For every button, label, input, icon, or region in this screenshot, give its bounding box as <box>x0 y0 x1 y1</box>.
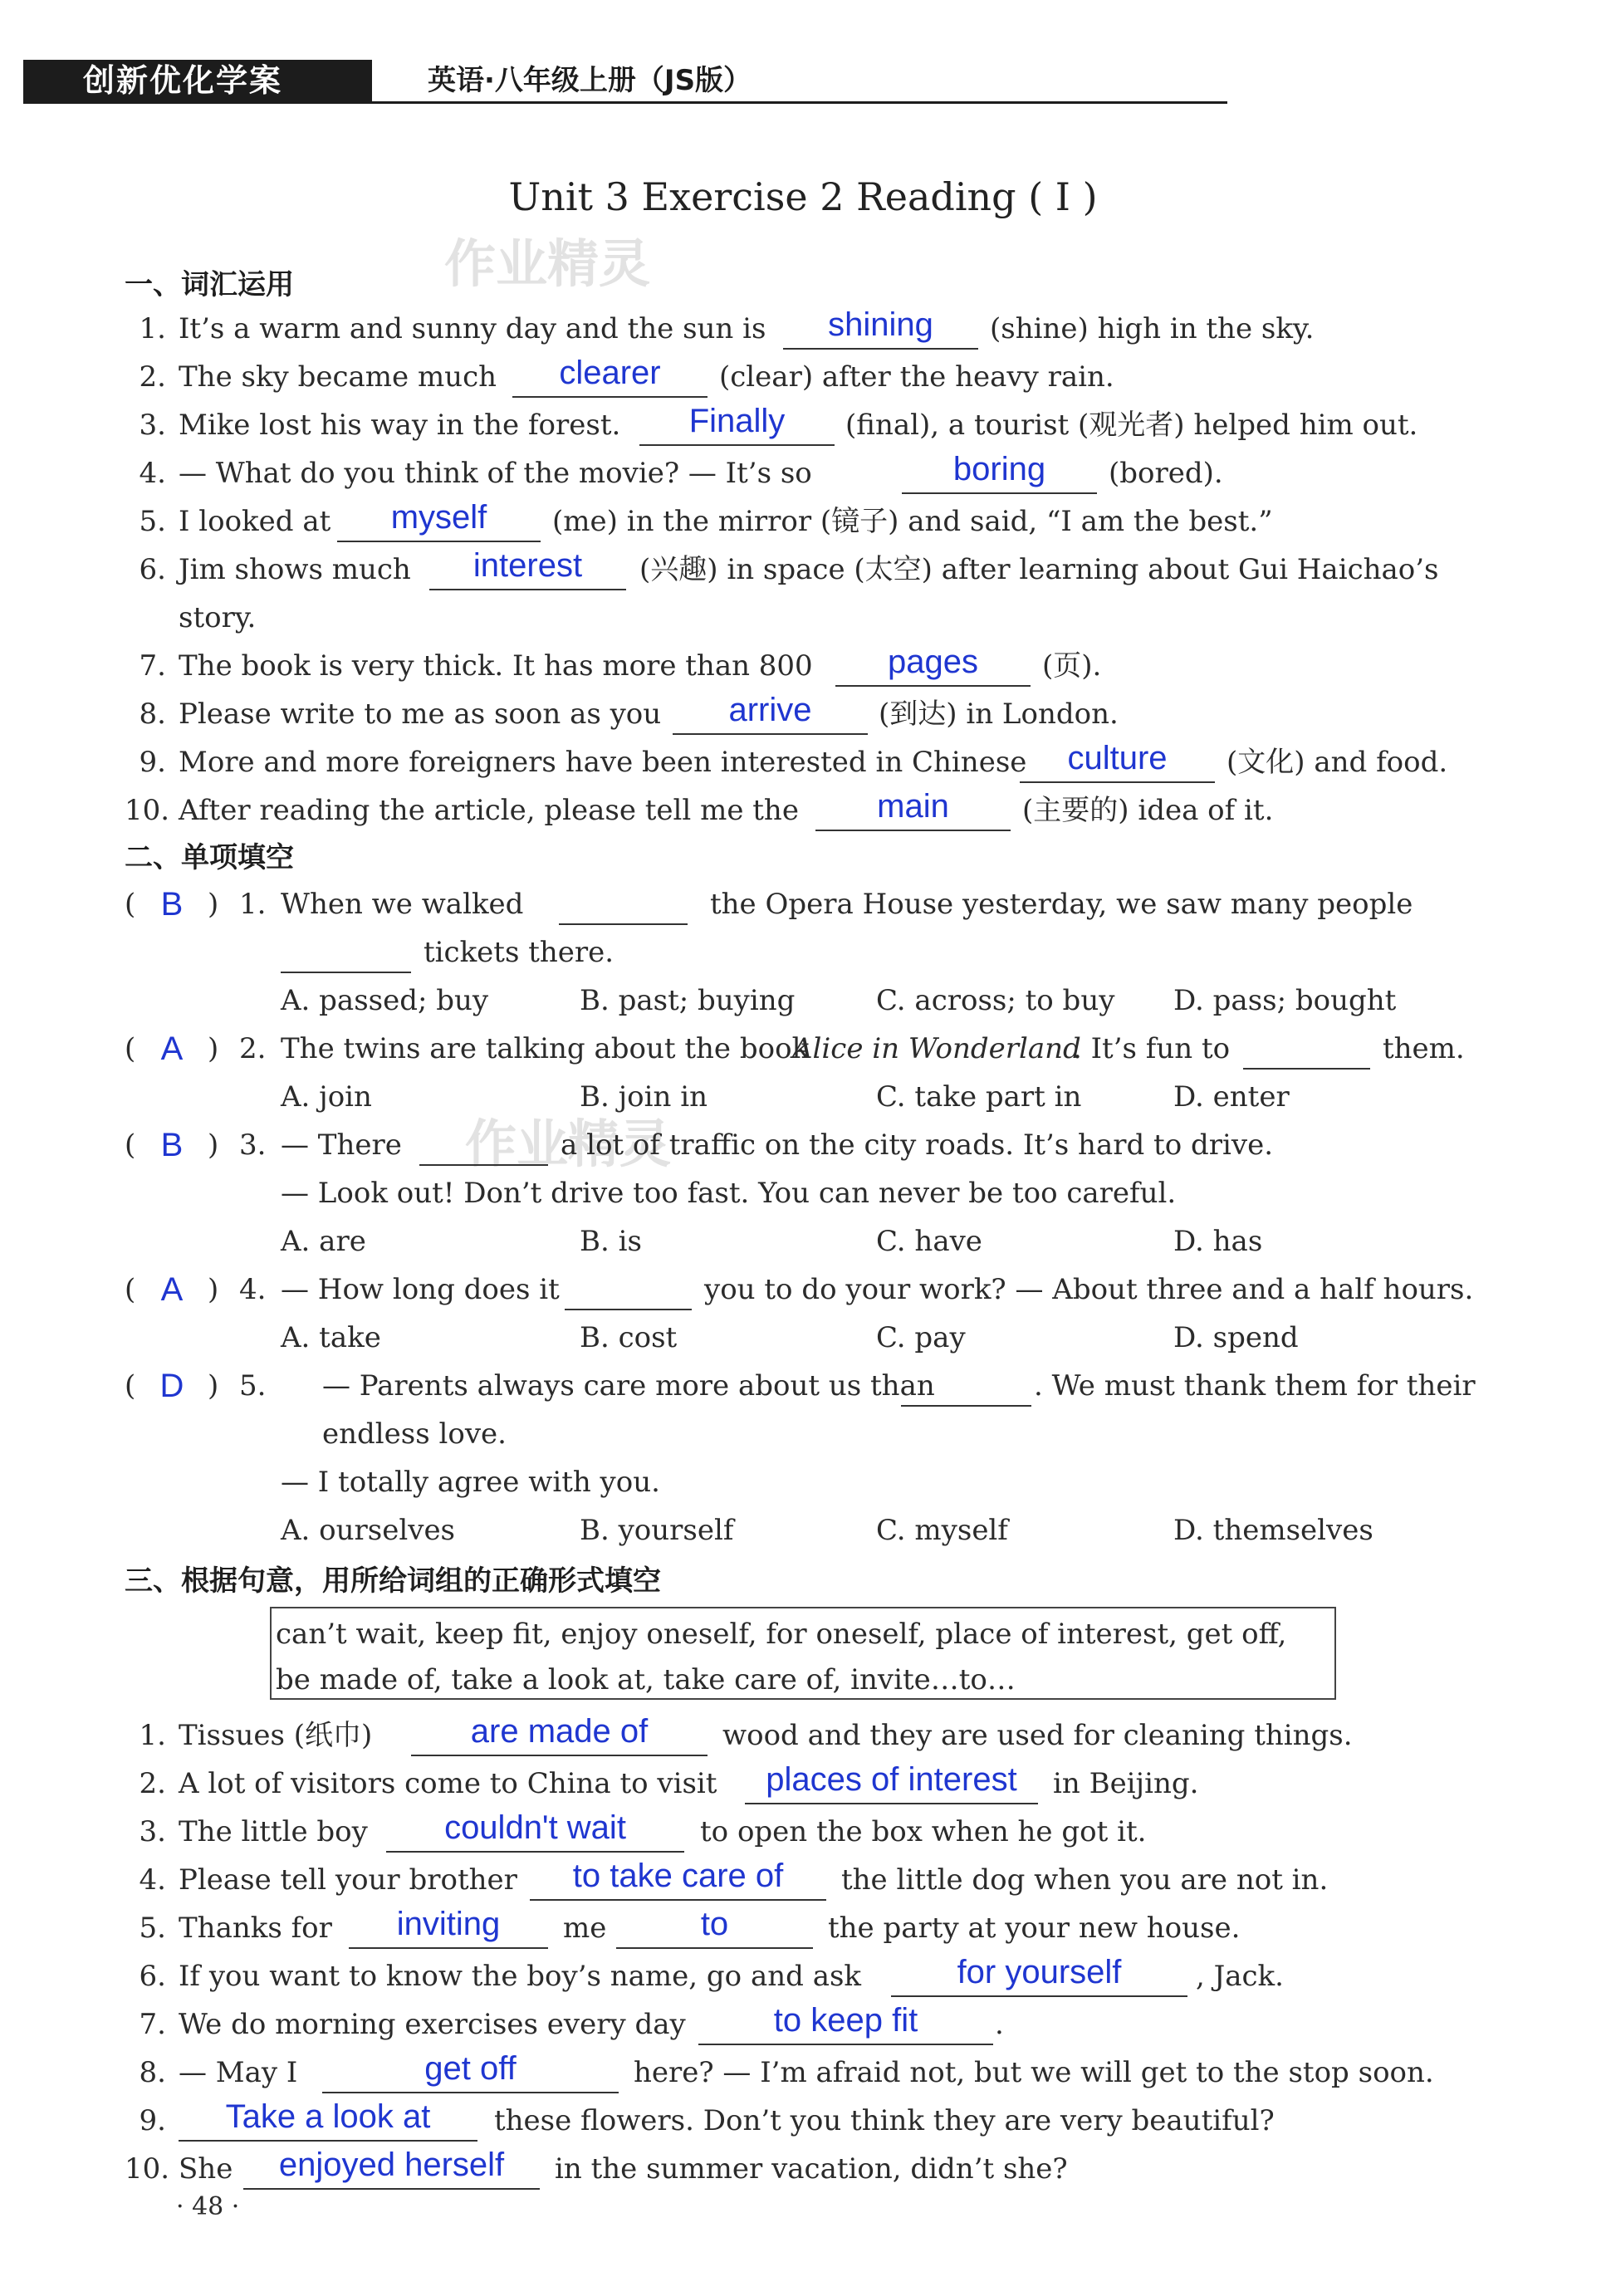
answer: get off <box>424 2050 517 2087</box>
option-c: C. pay <box>876 1321 966 1354</box>
option-b: B. past; buying <box>580 984 796 1017</box>
header-rule <box>23 101 1227 104</box>
answer: D <box>159 1368 184 1404</box>
answer: to take care of <box>572 1858 784 1894</box>
vocab-item: 1. It’s a warm and sunny day and the sun is shining (shine) high in the sky. <box>0 308 1606 350</box>
answer: myself <box>390 499 487 536</box>
answer: are made of <box>470 1713 649 1750</box>
mc-question: ( A ) 4. — How long does it you to do your work? — About three and a half hours. <box>0 1269 1606 1310</box>
phrase-item: 1. Tissues (纸巾) are made of wood and they are used for cleaning things. <box>0 1715 1606 1756</box>
answer: for yourself <box>957 1954 1122 1990</box>
answer: interest <box>472 547 583 584</box>
brand-title: 创新优化学案 <box>83 62 283 99</box>
answer: boring <box>952 451 1046 487</box>
answer: places of interest <box>766 1761 1017 1798</box>
vocab-item: 9. More and more foreigners have been interested in Chinese culture (文化) and food. <box>0 742 1606 783</box>
answer-blank <box>891 1954 1187 1997</box>
option-d: D. has <box>1173 1225 1263 1258</box>
answer-blank <box>698 2002 993 2045</box>
answer-blank <box>616 1906 813 1949</box>
vocab-item: 6. Jim shows much interest (兴趣) in space (太空) after learning about Gui Haichao’s <box>0 549 1606 590</box>
answer: Finally <box>688 403 786 439</box>
phrase-item: 8. — May I get off here? — I’m afraid not, but we will get to the stop soon. <box>0 2052 1606 2093</box>
phrase-item: 2. A lot of visitors come to China to visit places of interest in Beijing. <box>0 1763 1606 1804</box>
mc-options <box>0 1221 1606 1262</box>
phrase-item: 6. If you want to know the boy’s name, go and ask for yourself , Jack. <box>0 1956 1606 1997</box>
question-blank <box>419 1131 548 1166</box>
answer-blank <box>673 692 868 735</box>
answer-blank <box>411 1713 708 1756</box>
answer: A <box>160 1031 184 1067</box>
mc-question: ( B ) 1. When we walked the Opera House yesterday, we saw many people <box>0 884 1606 925</box>
answer: main <box>877 788 949 825</box>
option-d: D. enter <box>1173 1080 1290 1114</box>
mc-question: ( A ) 2. The twins are talking about the book Alice in Wonderland . It’s fun to them. <box>0 1028 1606 1070</box>
answer: enjoyed herself <box>278 2147 505 2183</box>
watermark: 作业精灵 <box>444 233 651 294</box>
answer: to <box>700 1906 729 1942</box>
answer-blank <box>337 499 541 542</box>
mc-question-continuation: — Look out! Don’t drive too fast. You can never be too careful. <box>281 1177 1177 1210</box>
question-blank <box>565 1275 692 1310</box>
vocab-item: 5. I looked at myself (me) in the mirror (镜子) and said, “I am the best.” <box>0 501 1606 542</box>
question-blank <box>281 938 411 973</box>
answer: pages <box>888 644 978 680</box>
vocab-item: 2. The sky became much clearer (clear) after the heavy rain. <box>0 356 1606 398</box>
answer: A <box>160 1271 184 1308</box>
answer-blank <box>179 2098 477 2142</box>
phrase-item: 4. Please tell your brother to take care of the little dog when you are not in. <box>0 1859 1606 1901</box>
option-a: A. join <box>281 1080 372 1114</box>
mc-question: ( B ) 3. — There a lot of traffic on the city roads. It’s hard to drive. <box>0 1124 1606 1166</box>
answer-blank <box>745 1761 1038 1804</box>
option-a: A. take <box>281 1321 381 1354</box>
page-title: Unit 3 Exercise 2 Reading ( Ⅰ ) <box>508 174 1098 219</box>
answer: arrive <box>728 692 812 728</box>
answer: B <box>160 1127 184 1163</box>
mc-question-continuation: endless love. <box>322 1417 507 1451</box>
answer-blank <box>429 547 626 590</box>
section-2-heading: 二、单项填空 <box>125 841 294 874</box>
answer-blank <box>322 2050 619 2093</box>
phrase-item: 3. The little boy couldn't wait to open the box when he got it. <box>0 1811 1606 1853</box>
option-a: A. are <box>281 1225 366 1258</box>
option-b: B. cost <box>580 1321 678 1354</box>
phrase-item: 7. We do morning exercises every day to keep fit . <box>0 2004 1606 2045</box>
option-a: A. ourselves <box>281 1514 456 1547</box>
answer-blank <box>902 451 1097 494</box>
option-b: B. is <box>580 1225 642 1258</box>
answer: Take a look at <box>225 2098 431 2135</box>
option-b: B. join in <box>580 1080 708 1114</box>
book-title-italic: Alice in Wonderland <box>792 1032 1081 1065</box>
answer-blank <box>835 644 1031 687</box>
option-d: D. spend <box>1173 1321 1299 1354</box>
vocab-item: 7. The book is very thick. It has more than 800 pages (页). <box>0 645 1606 687</box>
page-number: · 48 · <box>176 2192 240 2221</box>
book-title: 英语·八年级上册（JS版） <box>428 64 752 97</box>
question-blank <box>901 1372 1031 1407</box>
answer: shining <box>828 306 933 343</box>
mc-options <box>0 1076 1606 1118</box>
mc-question: ( D ) 5. — Parents always care more about us than . We must thank them for their <box>0 1365 1606 1407</box>
answer-blank <box>783 306 978 350</box>
answer-blank <box>512 355 708 398</box>
answer: B <box>160 886 184 923</box>
watermark: 作业精灵 <box>465 1114 672 1174</box>
option-b: B. yourself <box>580 1514 734 1547</box>
phrase-item: 10. She enjoyed herself in the summer vacation, didn’t she? <box>0 2148 1606 2190</box>
answer-blank <box>530 1858 826 1901</box>
vocab-item-continuation: story. <box>179 601 257 634</box>
answer-blank <box>349 1906 548 1949</box>
word-bank-line: be made of, take a look at, take care of, invite…to… <box>276 1663 1016 1696</box>
vocab-item: 8. Please write to me as soon as you arrive (到达) in London. <box>0 693 1606 735</box>
answer: clearer <box>559 355 661 391</box>
mc-question-continuation: tickets there. <box>0 932 1606 973</box>
option-d: D. themselves <box>1173 1514 1373 1547</box>
phrase-item: 5. Thanks for inviting me to the party at your new house. <box>0 1907 1606 1949</box>
phrase-item: 9. Take a look at these flowers. Don’t you think they are very beautiful? <box>0 2100 1606 2142</box>
answer-blank <box>639 403 835 446</box>
answer: to keep fit <box>773 2002 918 2039</box>
option-c: C. have <box>876 1225 982 1258</box>
answer: couldn't wait <box>444 1809 626 1846</box>
mc-options <box>0 1510 1606 1551</box>
mc-options <box>0 1317 1606 1359</box>
answer: inviting <box>396 1906 501 1942</box>
mc-question-continuation: — I totally agree with you. <box>281 1466 660 1499</box>
answer-blank <box>1020 740 1215 783</box>
answer-blank <box>243 2147 540 2190</box>
option-c: C. myself <box>876 1514 1008 1547</box>
question-blank <box>1243 1035 1370 1070</box>
option-c: C. across; to buy <box>876 984 1115 1017</box>
mc-options <box>0 980 1606 1021</box>
option-c: C. take part in <box>876 1080 1082 1114</box>
answer-blank <box>386 1809 684 1853</box>
section-1-heading: 一、词汇运用 <box>125 268 294 301</box>
vocab-item: 10. After reading the article, please tell me the main (主要的) idea of it. <box>0 790 1606 831</box>
question-blank <box>559 890 688 925</box>
word-bank-line: can’t wait, keep fit, enjoy oneself, for oneself, place of interest, get off, <box>276 1618 1287 1651</box>
section-3-heading: 三、根据句意，用所给词组的正确形式填空 <box>125 1564 661 1598</box>
vocab-item: 3. Mike lost his way in the forest. Finally (final), a tourist (观光者) helped him out. <box>0 404 1606 446</box>
answer-blank <box>815 788 1011 831</box>
option-a: A. passed; buy <box>281 984 489 1017</box>
answer: culture <box>1067 740 1168 776</box>
option-d: D. pass; bought <box>1173 984 1397 1017</box>
vocab-item: 4. — What do you think of the movie? — It’s so boring (bored). <box>0 453 1606 494</box>
